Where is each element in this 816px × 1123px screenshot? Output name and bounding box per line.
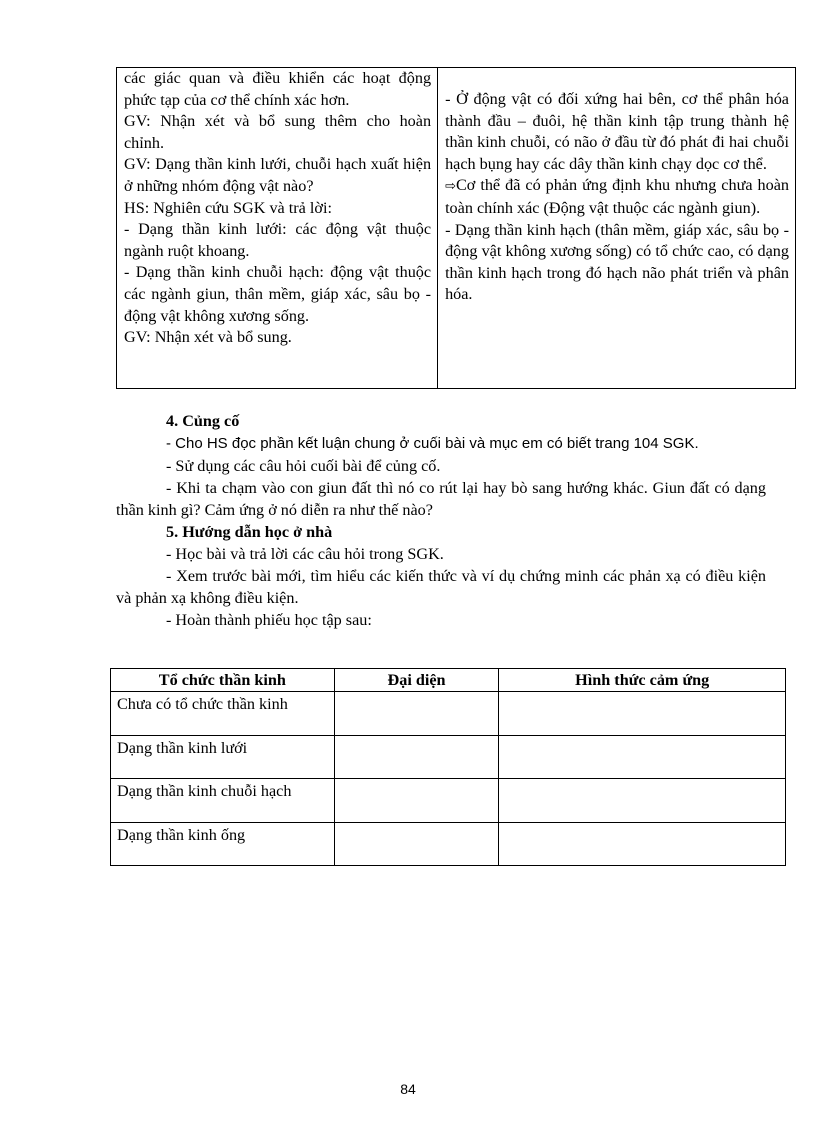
blank-cell bbox=[334, 692, 499, 736]
column-header: Hình thức cảm ứng bbox=[499, 669, 786, 692]
table-row bbox=[111, 779, 786, 823]
table-row bbox=[111, 735, 786, 779]
blank-cell bbox=[499, 735, 786, 779]
blank-cell bbox=[334, 779, 499, 823]
section-item: - Hoàn thành phiếu học tập sau: bbox=[166, 611, 372, 629]
blank-cell bbox=[499, 779, 786, 823]
right-paragraph: - Ở động vật có đối xứng hai bên, cơ thể phân hóa thành đầu – đuôi, hệ thần kinh tập trung thành hệ thần kinh chuỗi, có não ở đầu từ đó phát đi hai chuỗi hạch bụng hay các dây thần kinh chạy dọc cơ thể. bbox=[445, 90, 789, 173]
lesson-body bbox=[116, 410, 766, 631]
left-paragraph: - Dạng thần kinh chuỗi hạch: động vật thuộc các ngành giun, thân mềm, giáp xác, sâu bọ - động vật không xương sống. bbox=[124, 263, 432, 325]
section-item: - Sử dụng các câu hỏi cuối bài để củng cố. bbox=[166, 457, 441, 475]
section-heading-homework: 5. Hướng dẫn học ở nhà bbox=[166, 523, 333, 541]
left-paragraph: GV: Nhận xét và bổ sung. bbox=[124, 328, 292, 347]
arrow-right-icon: ⇨ bbox=[445, 179, 456, 195]
left-paragraph: GV: Dạng thần kinh lưới, chuỗi hạch xuất hiện ở những nhóm động vật nào? bbox=[124, 155, 432, 195]
row-label: Dạng thần kinh lưới bbox=[111, 735, 335, 779]
section-item: - Khi ta chạm vào con giun đất thì nó co rút lại hay bò sang hướng khác. Giun đất có dạng thần kinh gì? Cảm ứng ở nó diễn ra như thế nào? bbox=[116, 479, 766, 519]
row-label: Dạng thần kinh ống bbox=[111, 822, 335, 866]
blank-cell bbox=[334, 822, 499, 866]
row-label: Dạng thần kinh chuỗi hạch bbox=[111, 779, 335, 823]
right-paragraph-arrow bbox=[445, 175, 789, 219]
left-paragraph: GV: Nhận xét và bổ sung thêm cho hoàn chỉnh. bbox=[124, 112, 432, 152]
table-row bbox=[111, 822, 786, 866]
teacher-student-column bbox=[117, 68, 438, 388]
content-column bbox=[438, 68, 795, 388]
left-paragraph: HS: Nghiên cứu SGK và trả lời: bbox=[124, 198, 332, 217]
lesson-activity-table bbox=[116, 67, 796, 389]
section-item: - Học bài và trả lời các câu hỏi trong SGK. bbox=[166, 545, 444, 563]
right-paragraph: - Dạng thần kinh hạch (thân mềm, giáp xác, sâu bọ - động vật không xương sống) có tổ chức cao, có dạng thần kinh hạch trong đó hạch não phát triển và phân hóa. bbox=[445, 220, 789, 304]
column-header: Đại diện bbox=[334, 669, 499, 692]
blank-cell bbox=[499, 692, 786, 736]
table-row bbox=[111, 692, 786, 736]
left-paragraph: - Dạng thần kinh lưới: các động vật thuộc ngành ruột khoang. bbox=[124, 220, 432, 260]
section-item: - Xem trước bài mới, tìm hiểu các kiến thức và ví dụ chứng minh các phản xạ có điều kiện và phản xạ không điều kiện. bbox=[116, 567, 766, 607]
worksheet-table bbox=[110, 668, 786, 866]
blank-cell bbox=[334, 735, 499, 779]
section-item-text: - Cho HS đọc phần kết luận chung ở cuối bài và mục em có biết trang 104 SGK. bbox=[166, 435, 699, 452]
column-header: Tổ chức thần kinh bbox=[111, 669, 335, 692]
section-heading-consolidation: 4. Củng cố bbox=[166, 412, 240, 430]
page-number: 84 bbox=[400, 1081, 416, 1097]
worksheet-header-row bbox=[111, 669, 786, 692]
section-item bbox=[116, 432, 766, 455]
row-label: Chưa có tổ chức thần kinh bbox=[111, 692, 335, 736]
blank-cell bbox=[499, 822, 786, 866]
right-paragraph: Cơ thể đã có phản ứng định khu nhưng chưa hoàn toàn chính xác (Động vật thuộc các ngành giun). bbox=[445, 176, 789, 217]
left-paragraph: các giác quan và điều khiển các hoạt động phức tạp của cơ thể chính xác hơn. bbox=[124, 69, 432, 109]
